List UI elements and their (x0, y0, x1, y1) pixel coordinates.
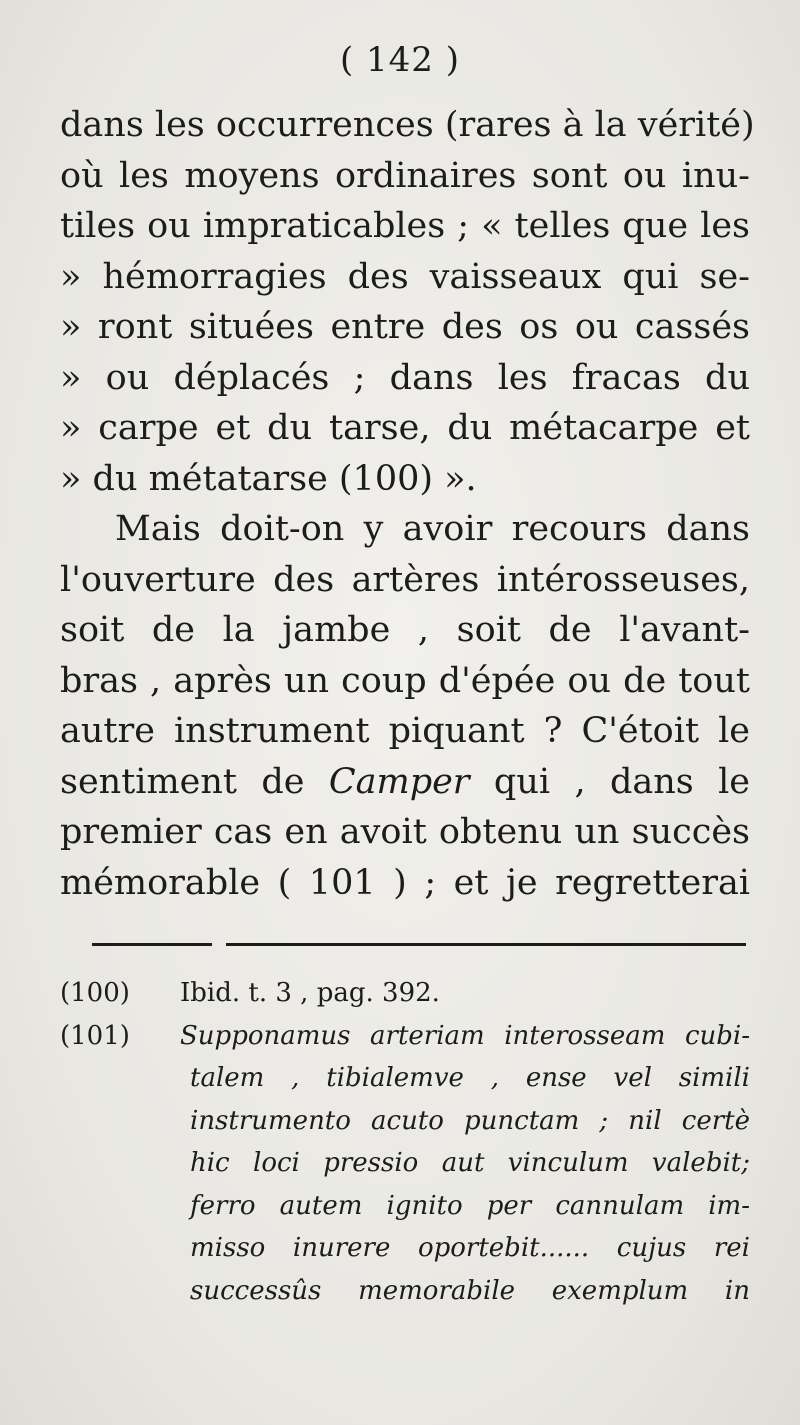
author-name: Camper (328, 761, 470, 802)
text-line: » du métatarse (100) ». (60, 458, 477, 499)
text-line: » carpe et du tarse, du métacarpe et (60, 408, 750, 448)
footnote-text: Ibid. t. 3 , pag. 392. (180, 978, 440, 1008)
text-line: bras , après un coup d'épée ou de tout (60, 660, 750, 701)
footnote-label: (100) (60, 978, 130, 1008)
text-line: l'ouverture des artères intérosseuses, (60, 559, 750, 600)
footnote-text: Supponamus arteriam interosseam cubi- (180, 1020, 750, 1051)
text-line: » hémorragies des vaisseaux qui se- (60, 256, 750, 297)
text-line-sentiment (60, 757, 750, 808)
footnote-rule-long (226, 943, 746, 946)
footnote-101 (60, 1015, 750, 1058)
text-line: » ront situées entre des os ou cassés (60, 307, 750, 347)
footnote-line: hic loci pressio aut vinculum valebit; (190, 1148, 750, 1178)
footnotes (60, 972, 750, 1312)
footnote-rule-short (92, 943, 212, 946)
text-line: dans les occurrences (rares à la vérité) (60, 105, 755, 145)
footnote-line: instrumento acuto punctam ; nil certè (190, 1105, 750, 1136)
footnote-line: talem , tibialemve , ense vel simili (190, 1063, 750, 1093)
footnote-line: ferro autem ignito per cannulam im- (190, 1190, 750, 1221)
footnote-label: (101) (60, 1020, 130, 1051)
footnote-line: misso inurere oportebit...... cujus rei (190, 1233, 750, 1263)
text-line: où les moyens ordinaires sont ou inu- (60, 155, 750, 196)
text-fragment: sentiment de (60, 761, 329, 802)
footnote-100 (60, 972, 750, 1015)
main-text (60, 100, 755, 908)
text-line: premier cas en avoit obtenu un succès (60, 812, 750, 852)
text-line: » ou déplacés ; dans les fracas du (60, 357, 750, 398)
text-line: tiles ou impraticables ; « telles que les (60, 206, 750, 246)
text-fragment: qui , dans le (469, 761, 750, 802)
paragraph-start: Mais doit-on y avoir recours dans (115, 509, 750, 549)
page-number: ( 142 ) (339, 40, 461, 80)
text-line: soit de la jambe , soit de l'avant- (60, 610, 750, 650)
footnote-line: successûs memorabile exemplum in (190, 1275, 750, 1306)
text-line: mémorable ( 101 ) ; et je regretterai (60, 862, 750, 903)
text-line: autre instrument piquant ? C'étoit le (60, 711, 750, 751)
